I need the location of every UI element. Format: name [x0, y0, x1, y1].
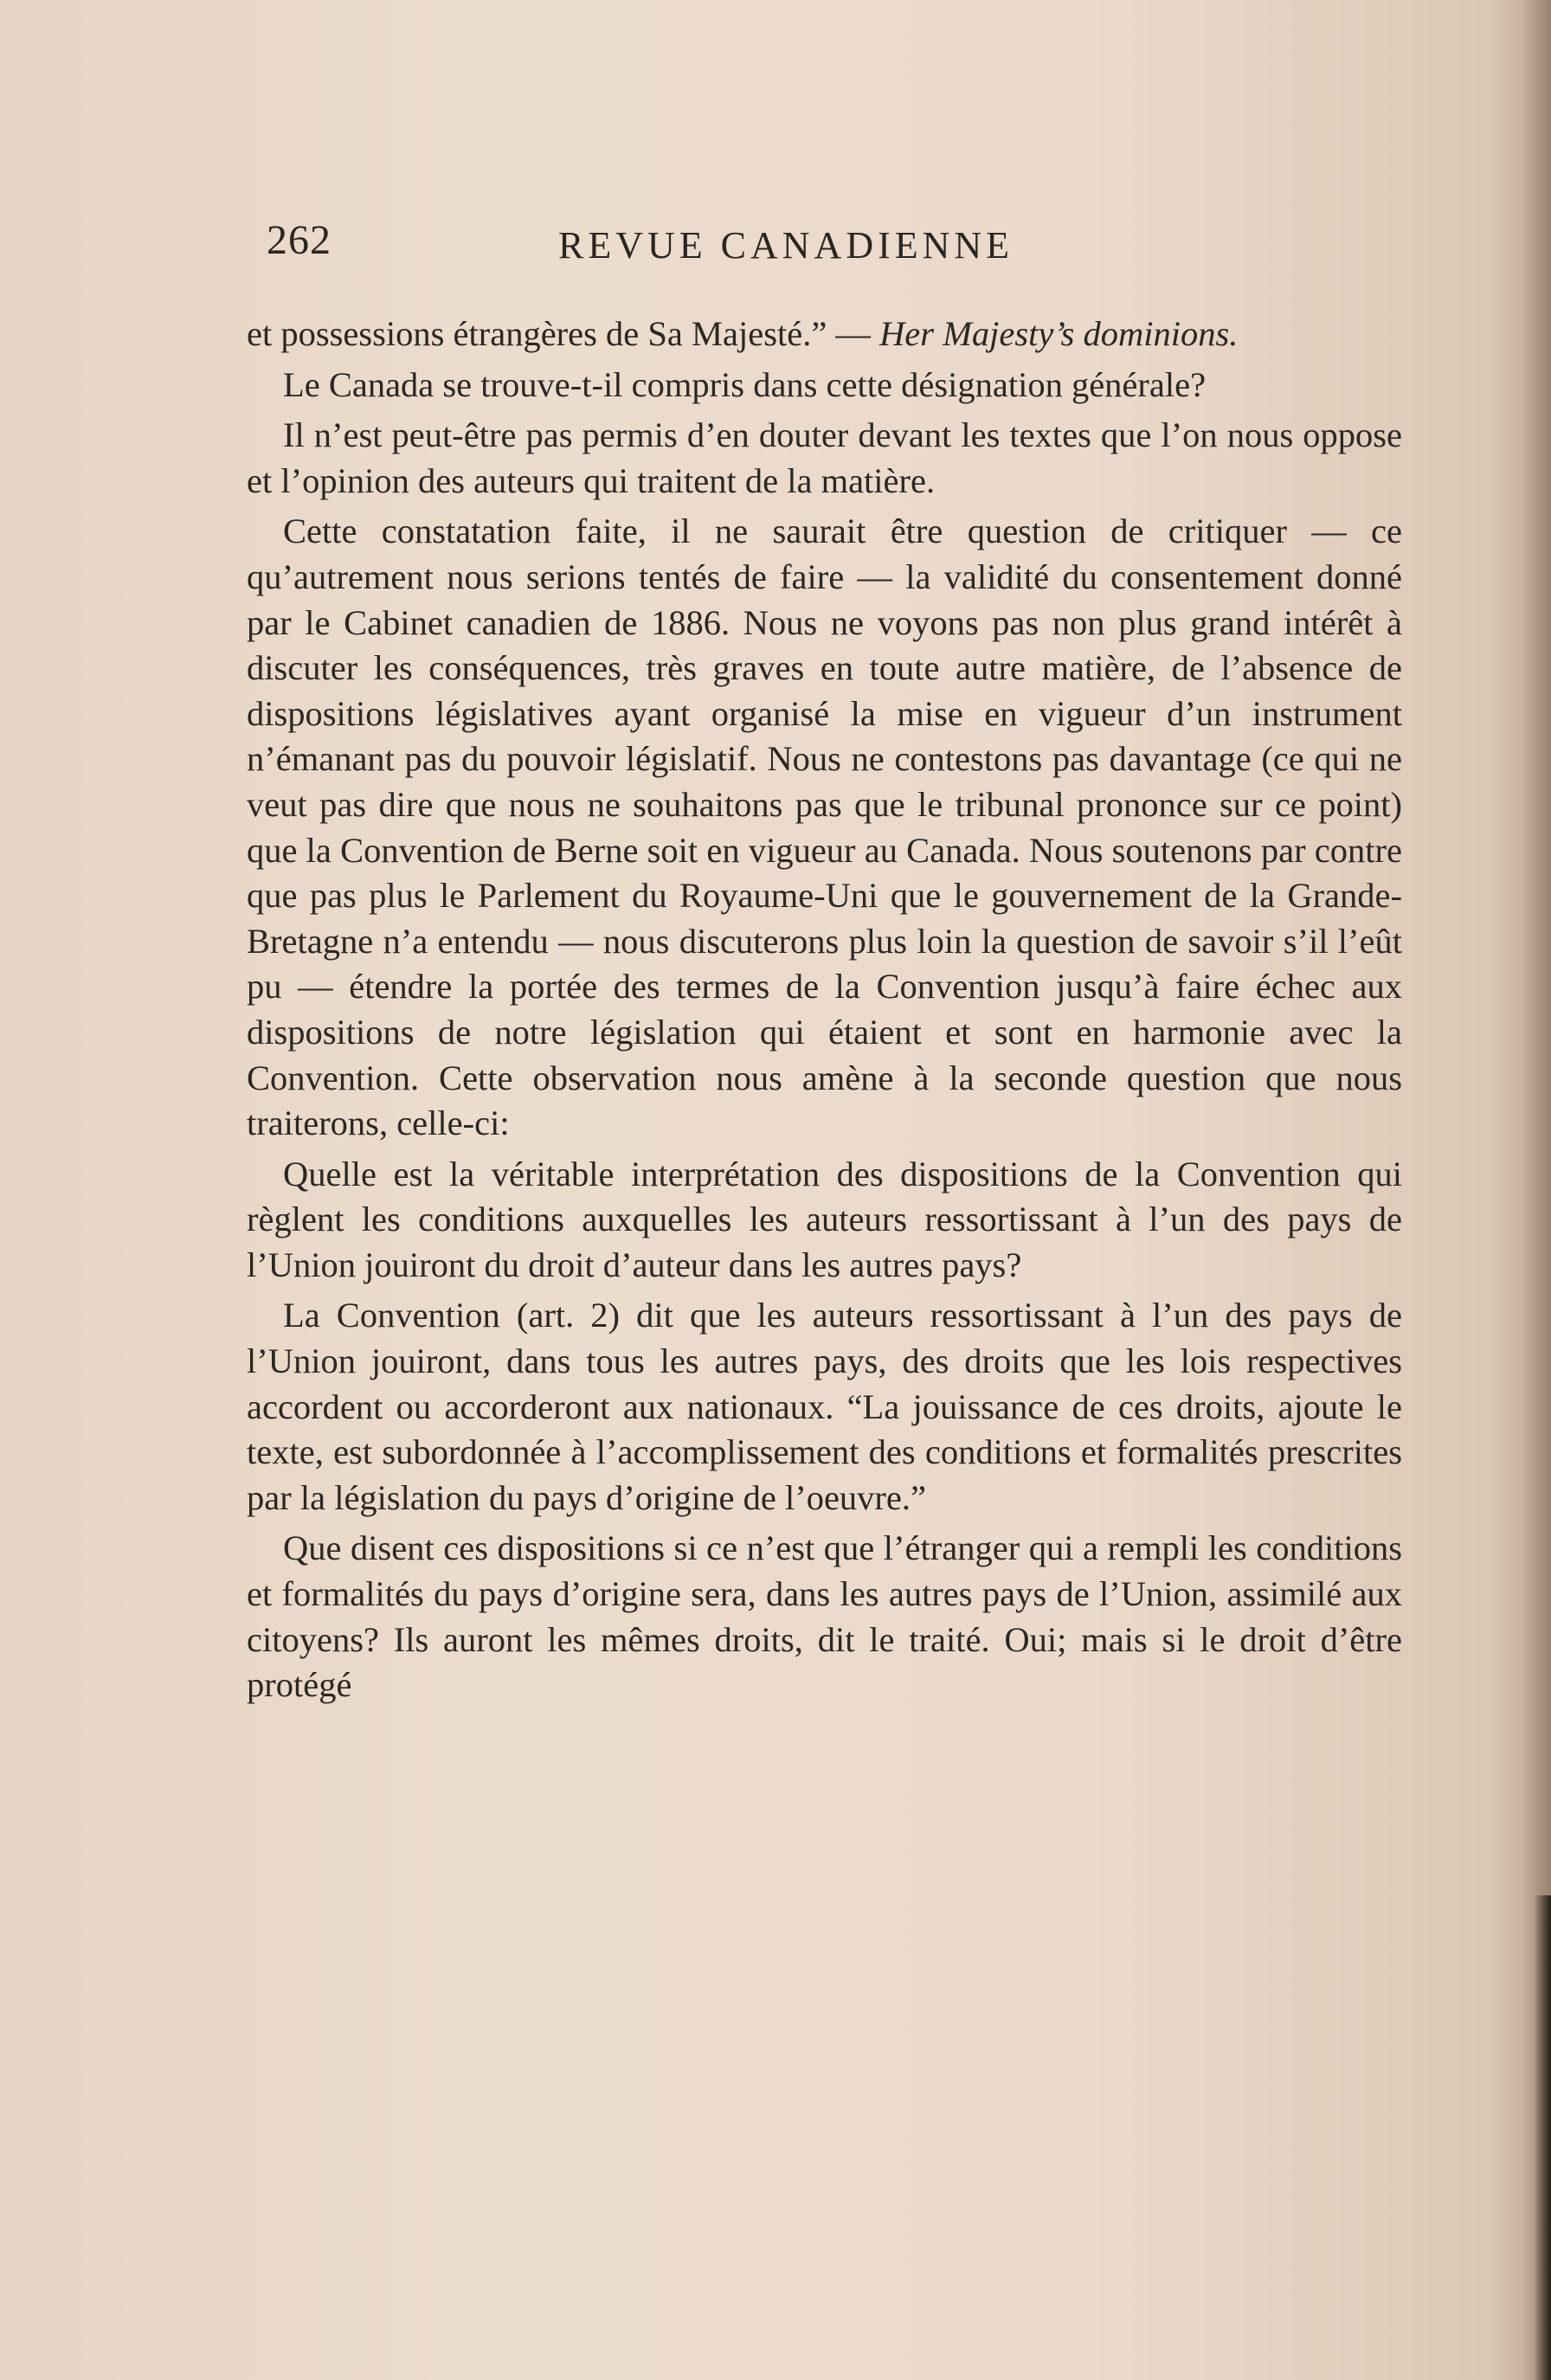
- body-text: [247, 312, 1402, 1714]
- paragraph-5: Quelle est la véritable interprétation des dispositions de la Convention qui règlent les conditions auxquelles les auteurs ressortissant à l’un des pays de l’Union jouiront du droit d’auteur dans les autres pays?: [247, 1154, 1402, 1284]
- page-number: 262: [267, 217, 331, 263]
- paragraph-7: Que disent ces dispositions si ce n’est que l’étranger qui a rempli les conditions et formalités du pays d’origine sera, dans les autres pays de l’Union, assimilé aux citoyens? Ils auront les mêmes droits, dit le traité. Oui; mais si le droit d’être protégé: [247, 1528, 1402, 1705]
- journal-title: REVUE CANADIENNE: [558, 224, 1014, 267]
- paragraph-6: La Convention (art. 2) dit que les auteurs ressortissant à l’un des pays de l’Union jouiront, dans tous les autres pays, des droits que les lois respectives accordent ou accorderont aux nationaux. “La jouissance de ces droits, ajoute le texte, est subordonnée à l’accomplissement des conditions et formalités prescrites par la législation du pays d’origine de l’oeuvre.”: [247, 1296, 1402, 1517]
- paragraph-text: et possessions étrangères de Sa Majesté.” —: [247, 314, 880, 353]
- paragraph-1: [247, 312, 1402, 357]
- paragraph-4: Cette constatation faite, il ne saurait être question de critiquer — ce qu’autrement nous serions tentés de faire — la validité du consentement donné par le Cabinet canadien de 1886. Nous ne voyons pas non plus grand intérêt à discuter les conséquences, très graves en toute autre matière, de l’absence de dispositions législatives ayant organisé la mise en vigueur d’un instrument n’émanant pas du pouvoir législatif. Nous ne contestons pas davantage (ce qui ne veut pas dire que nous ne souhaitons pas que le tribunal prononce sur ce point) que la Convention de Berne soit en vigueur au Canada. Nous soutenons par contre que pas plus le Parlement du Royaume-Uni que le gouvernement de la Grande-Bretagne n’a entendu — nous discuterons plus loin la question de savoir s’il l’eût pu — étendre la portée des termes de la Convention jusqu’à faire échec aux dispositions de notre législation qui étaient et sont en harmonie avec la Convention. Cette observation nous amène à la seconde question que nous traiterons, celle-ci:: [247, 511, 1402, 1143]
- paragraph-3: Il n’est peut-être pas permis d’en douter devant les textes que l’on nous oppose et l’opinion des auteurs qui traitent de la matière.: [247, 415, 1402, 500]
- running-head: [260, 216, 1385, 277]
- page-edge-shadow: [1534, 1895, 1551, 2380]
- paragraph-2: Le Canada se trouve-t-il compris dans cette désignation générale?: [283, 364, 1207, 404]
- italic-phrase: Her Majesty’s dominions.: [879, 314, 1239, 353]
